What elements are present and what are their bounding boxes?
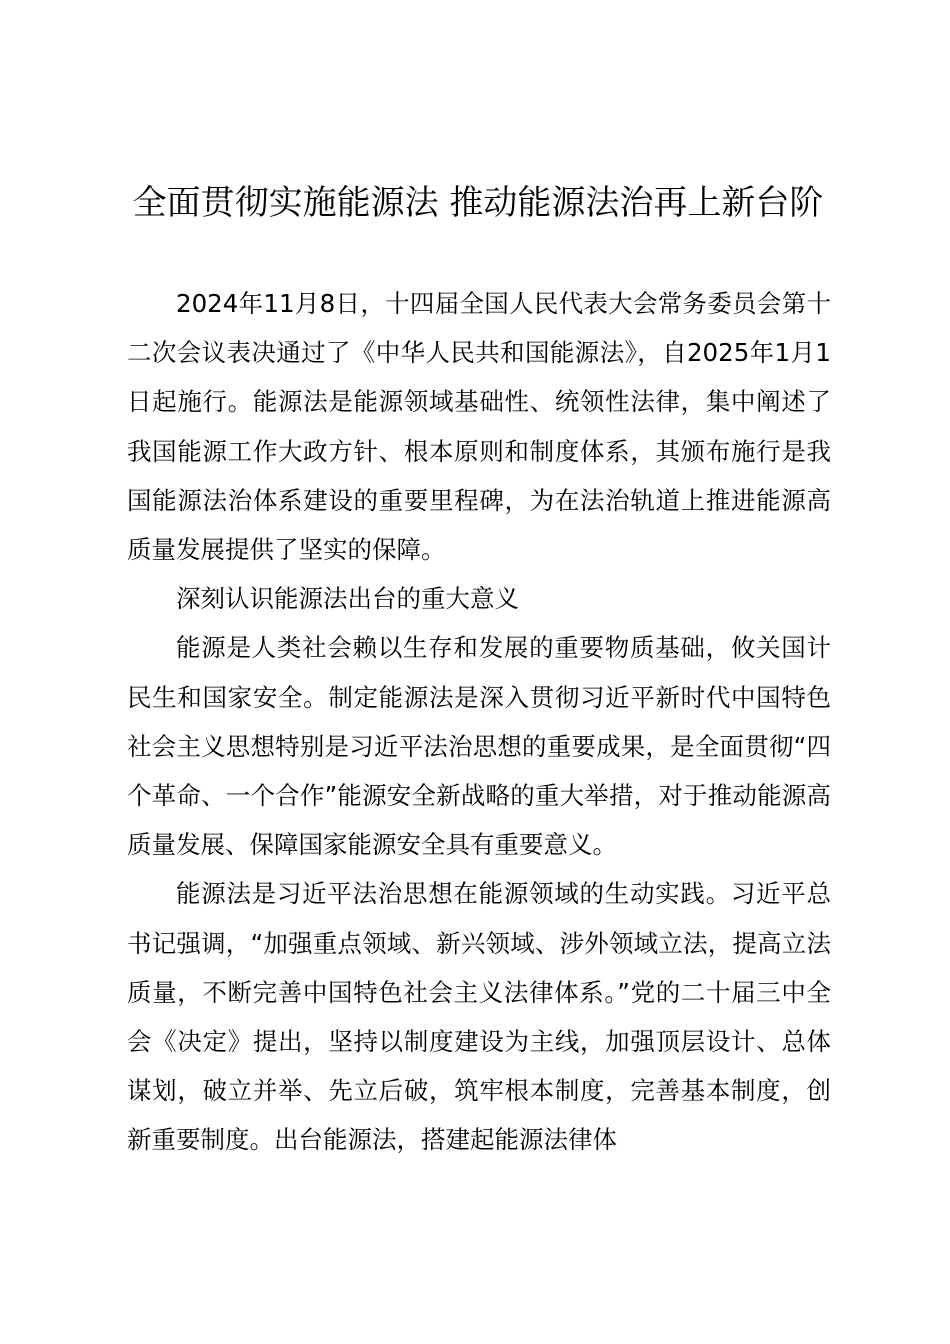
paragraph-intro: 2024年11月8日，十四届全国人民代表大会常务委员会第十二次会议表决通过了《中华人民共和国能源法》，自2025年1月1日起施行。能源法是能源领域基础性、统领性法律，集中阐述了我国能源工作大政方针、根本原则和制度体系，其颁布施行是我国能源法治体系建设的重要里程碑，为在法治轨道上推进能源高质量发展提供了坚实的保障。	[127, 289, 831, 565]
paragraph-practice: 能源法是习近平法治思想在能源领域的生动实践。习近平总书记强调，“加强重点领域、新兴领域、涉外领域立法，提高立法质量，不断完善中国特色社会主义法律体系。”党的二十届三中全会《决定》提出，坚持以制度建设为主线，加强顶层设计、总体谋划，破立并举、先立后破，筑牢根本制度，完善基本制度，创新重要制度。出台能源法，搭建起能源法律体	[127, 879, 831, 1155]
paragraph-significance: 能源是人类社会赖以生存和发展的重要物质基础，攸关国计民生和国家安全。制定能源法是深入贯彻习近平新时代中国特色社会主义思想特别是习近平法治思想的重要成果，是全面贯彻“四个革命、一个合作”能源安全新战略的重大举措，对于推动能源高质量发展、保障国家能源安全具有重要意义。	[127, 633, 831, 860]
section-heading: 深刻认识能源法出台的重大意义	[176, 584, 519, 614]
document-title: 全面贯彻实施能源法 推动能源法治再上新台阶	[132, 183, 824, 223]
document-body	[127, 279, 831, 1165]
